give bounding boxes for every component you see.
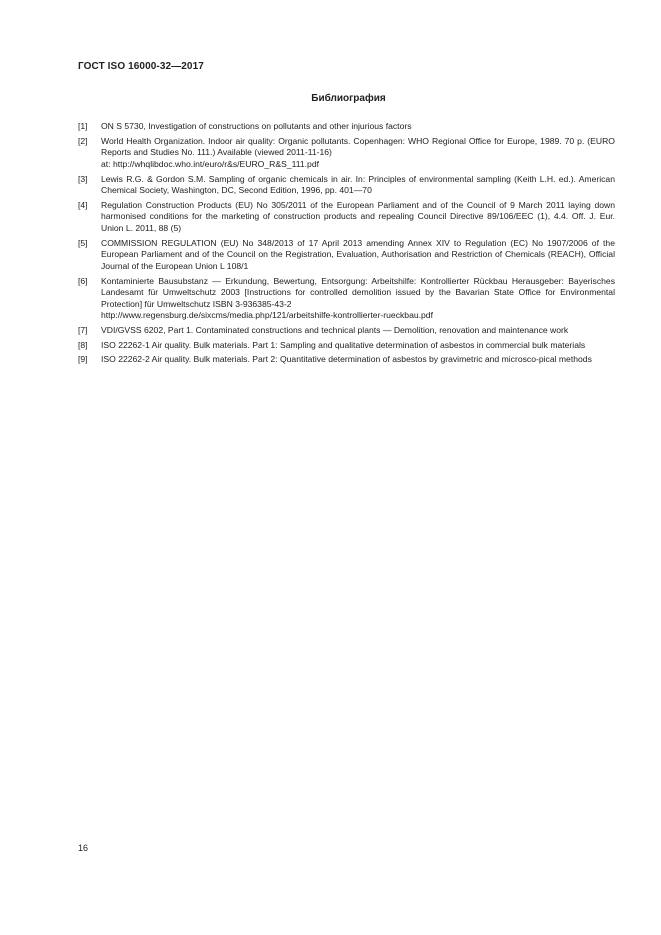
- bibliography-entry: [78, 354, 615, 366]
- bibliography-entry: [78, 200, 615, 235]
- entry-text-line: Regulation Construction Products (EU) No 305/2011 of the European Parliament and of the Council of 9 March 2011 laying down harmonised conditions for the marketing of construction products and repealing Council Directive 89/106/EEC (1), 4.4. Off. J. Eur. Union L. 2011, 88 (5): [101, 199, 615, 234]
- entry-number: [4]: [78, 199, 88, 210]
- entry-text-line: http://www.regensburg.de/sixcms/media.php/121/arbeitshilfe-kontrollierter-rueckbau.pdf: [101, 310, 433, 321]
- entry-number: [9]: [78, 354, 88, 365]
- entry-text: [101, 136, 615, 171]
- entry-text-line: at: http://whqlibdoc.who.int/euro/r&s/EURO_R&S_111.pdf: [101, 158, 319, 169]
- entry-text: [101, 174, 615, 197]
- entry-number: [8]: [78, 339, 88, 350]
- entry-text-line: ISO 22262-2 Air quality. Bulk materials. Part 2: Quantitative determination of asbestos by gravimetric and microsco-pical methods: [101, 354, 592, 365]
- entry-text-line: Lewis R.G. & Gordon S.M. Sampling of organic chemicals in air. In: Principles of environmental sampling (Keith L.H. ed.). American Chemical Society, Washington, DC, Second Edition, 1996, pp. 401—70: [101, 173, 615, 196]
- bibliography-entry: [78, 238, 615, 273]
- entry-text: [101, 325, 615, 337]
- entry-text: [101, 121, 615, 133]
- entry-number: [2]: [78, 135, 88, 146]
- bibliography-entry: [78, 121, 615, 133]
- entry-text-line: World Health Organization. Indoor air quality: Organic pollutants. Copenhagen: WHO Regional Office for Europe, 1989. 70 p. (EURO Reports and Studies No. 111.) Available (viewed 2011-11-16): [101, 135, 615, 158]
- entry-number: [3]: [78, 173, 88, 184]
- entry-text-line: VDI/GVSS 6202, Part 1. Contaminated constructions and technical plants — Demolition, renovation and maintenance work: [101, 325, 569, 336]
- entry-text-line: ON S 5730, Investigation of constructions on pollutants and other injurious factors: [101, 121, 412, 131]
- bibliography-entry: [78, 174, 615, 197]
- bibliography-entry: [78, 276, 615, 322]
- bibliography-entry: [78, 325, 615, 337]
- entry-text: [101, 354, 615, 366]
- bibliography-list: [78, 121, 615, 369]
- entry-number: [5]: [78, 237, 88, 248]
- entry-text-line: COMMISSION REGULATION (EU) No 348/2013 of 17 April 2013 amending Annex XIV to Regulation (EC) No 1907/2006 of the European Parliament and of the Council on the Registration, Evaluation, Authorisation and Restriction of Chemicals (REACH), Official Journal of the European Union L 108/1: [101, 237, 615, 271]
- entry-number: [1]: [78, 121, 88, 131]
- entry-number: [7]: [78, 325, 88, 336]
- bibliography-entry: [78, 340, 615, 352]
- entry-text: [101, 238, 615, 273]
- page-number: 16: [78, 843, 89, 853]
- entry-text: [101, 340, 615, 352]
- entry-text: [101, 200, 615, 235]
- standard-header: ГОСТ ISO 16000-32—2017: [78, 61, 204, 72]
- entry-text-line: ISO 22262-1 Air quality. Bulk materials. Part 1: Sampling and qualitative determination of asbestos in commercial bulk materials: [101, 339, 586, 350]
- section-title: Библиография: [311, 93, 386, 104]
- entry-number: [6]: [78, 275, 88, 286]
- entry-text-line: Kontaminierte Bausubstanz — Erkundung, Bewertung, Entsorgung: Arbeitshilfe: Kontrollierter Rückbau Herausgeber: Bayerisches Landesamt für Umweltschutz 2003 [Instructions for controlled demolition issued by the Bavarian State Office for Environmental Protection] für Umweltschutz ISBN 3-936385-43-2: [101, 275, 615, 309]
- entry-text: [101, 276, 615, 322]
- bibliography-entry: [78, 136, 615, 171]
